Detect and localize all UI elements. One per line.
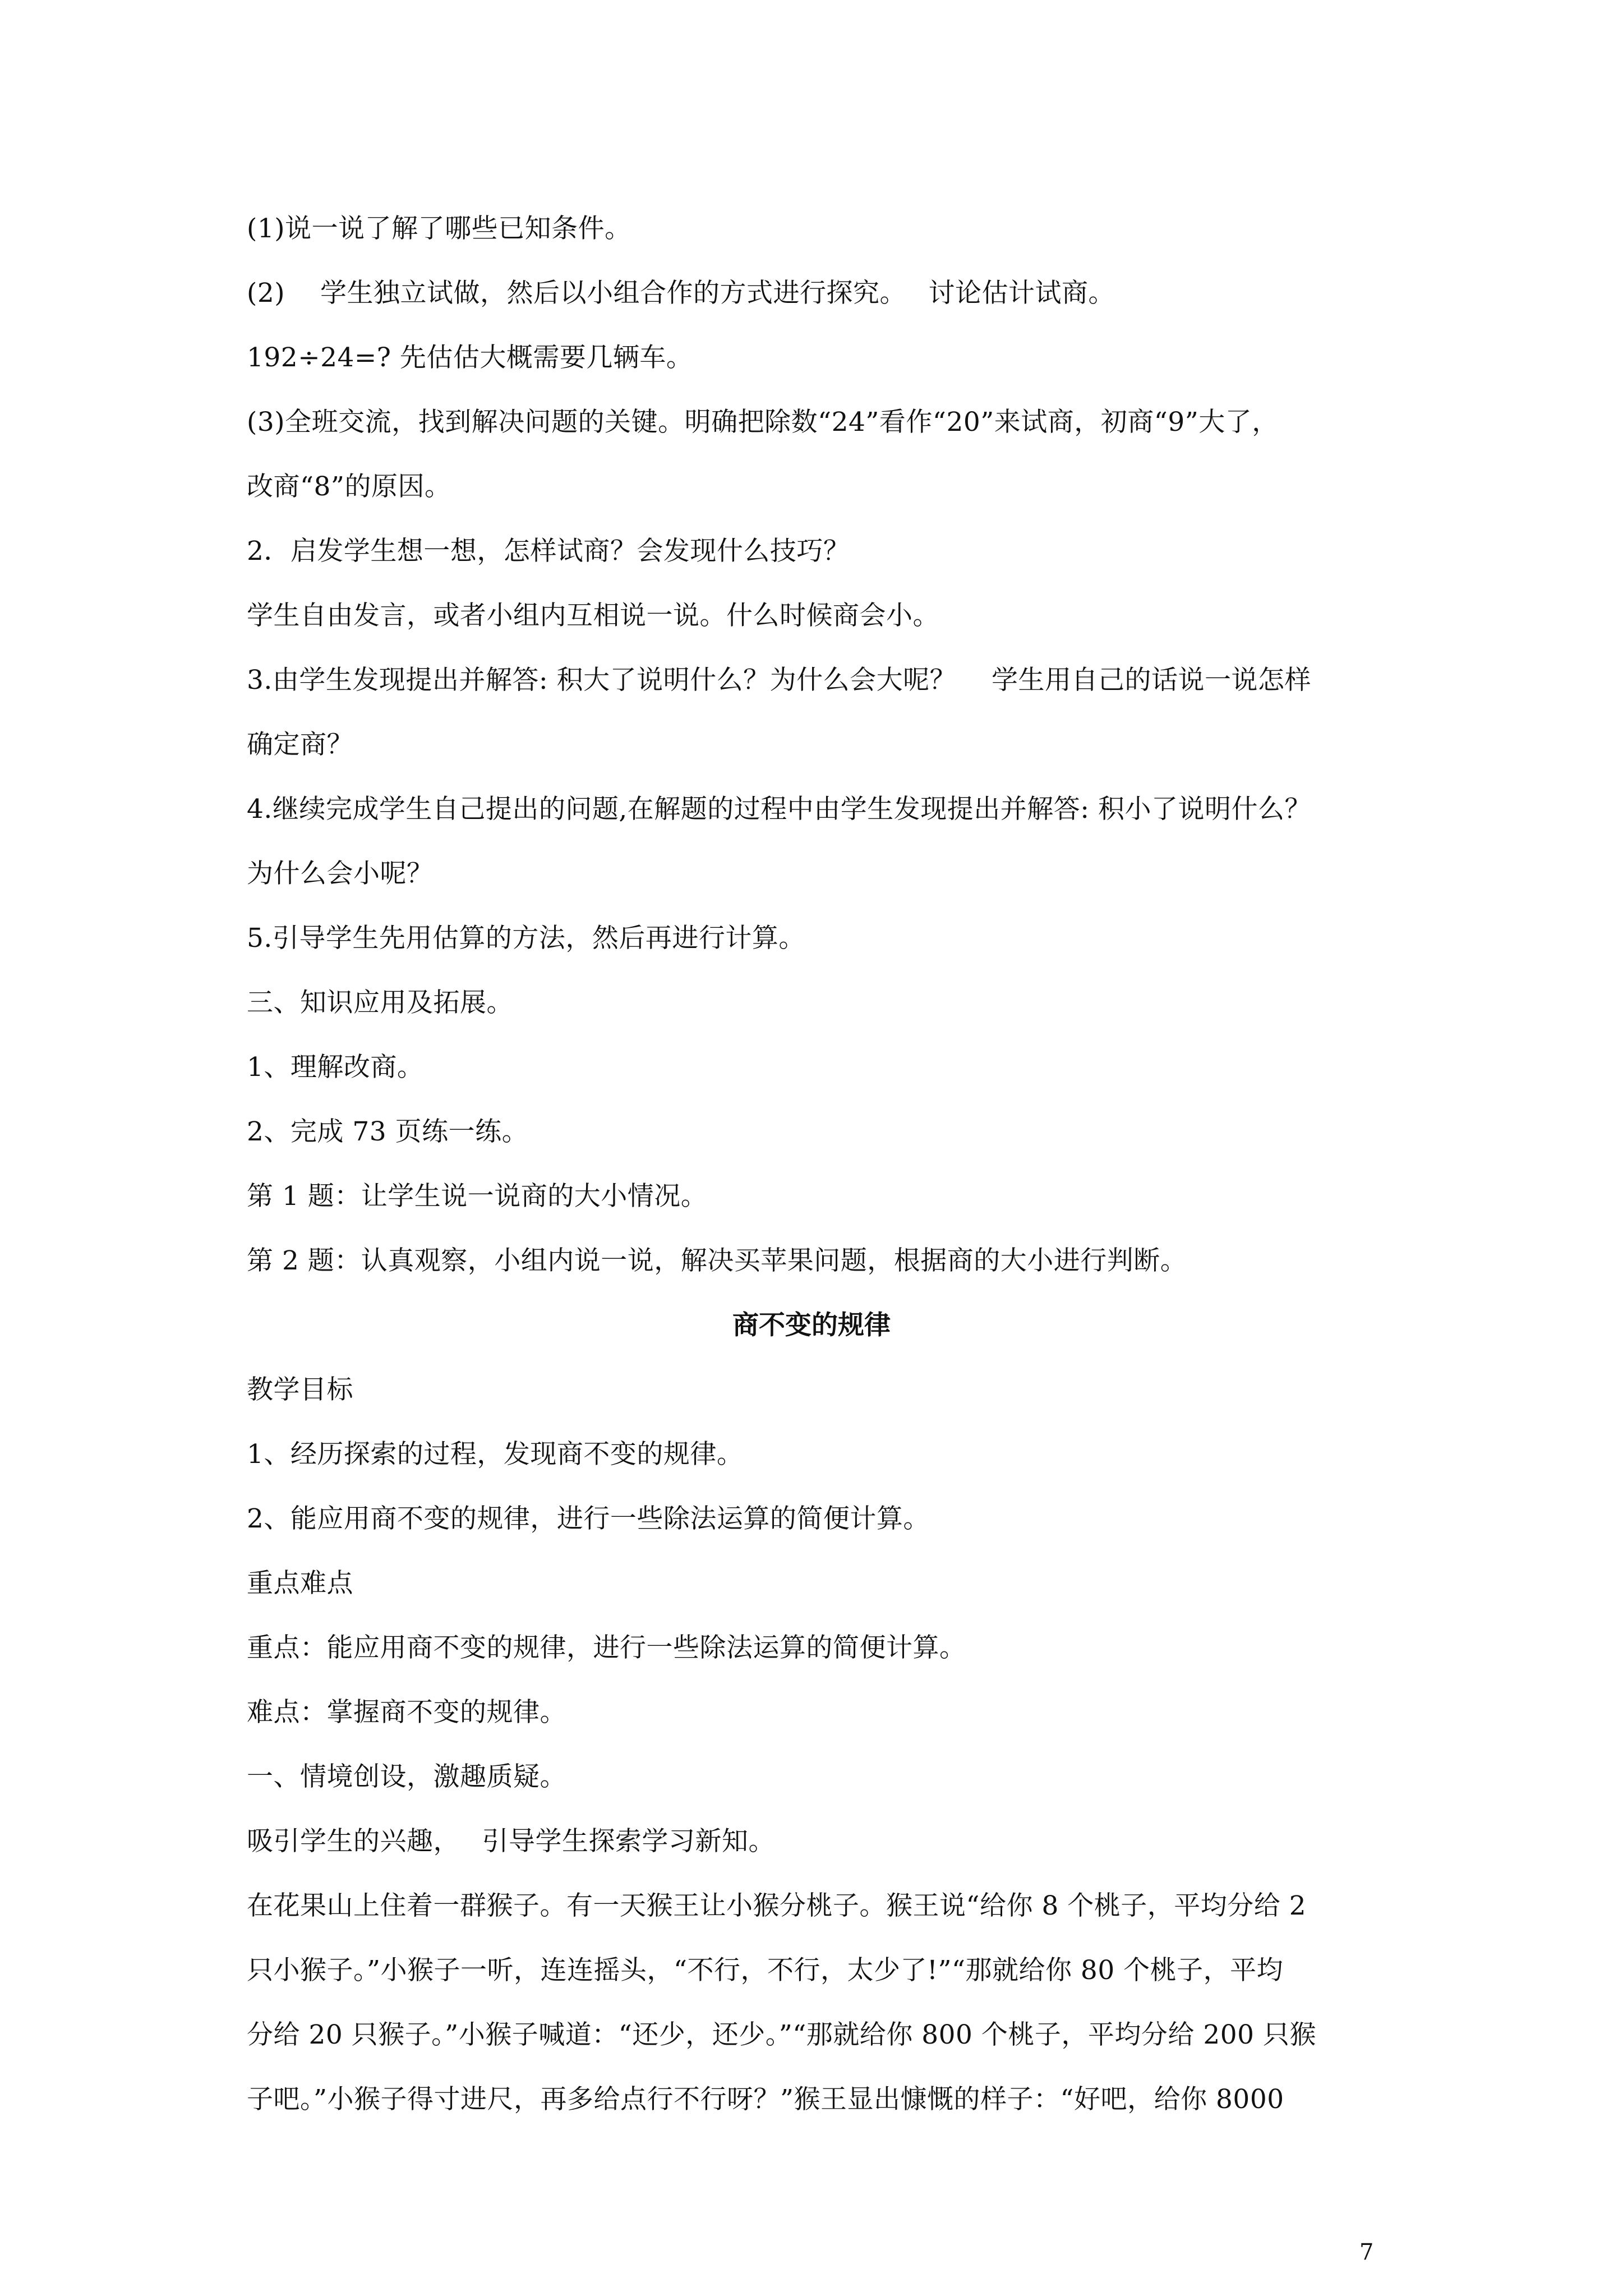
paragraph-line: 难点：掌握商不变的规律。	[247, 1697, 566, 1728]
paragraph-line: 192÷24=? 先估估大概需要几辆车。	[247, 342, 693, 373]
paragraph-line: 教学目标	[247, 1374, 353, 1405]
paragraph-line: 3.由学生发现提出并解答: 积大了说明什么？为什么会大呢？ 学生用自己的话说一说怎样	[247, 665, 1312, 696]
paragraph-line: 重点难点	[247, 1568, 353, 1599]
paragraph-line: 2、能应用商不变的规律，进行一些除法运算的简便计算。	[247, 1503, 930, 1534]
paragraph-line: 只小猴子。”小猴子一听，连连摇头，“不行，不行，太少了!”“那就给你 80 个桃子，平均	[247, 1955, 1284, 1986]
paragraph-line: 1、经历探索的过程，发现商不变的规律。	[247, 1439, 744, 1470]
page-number: 7	[1359, 2239, 1374, 2265]
paragraph-line: 重点：能应用商不变的规律，进行一些除法运算的简便计算。	[247, 1632, 966, 1663]
paragraph-line: 在花果山上住着一群猴子。有一天猴王让小猴分桃子。猴王说“给你 8 个桃子，平均分给 2	[247, 1890, 1307, 1921]
paragraph-line: 第 2 题：认真观察，小组内说一说，解决买苹果问题，根据商的大小进行判断。	[247, 1245, 1187, 1276]
paragraph-line: 改商“8”的原因。	[247, 471, 451, 502]
paragraph-line: 第 1 题：让学生说一说商的大小情况。	[247, 1181, 708, 1212]
paragraph-line: 子吧。”小猴子得寸进尺，再多给点行不行呀？”猴王显出慷慨的样子：“好吧，给你 8000	[247, 2084, 1284, 2115]
paragraph-line: (3)全班交流，找到解决问题的关键。明确把除数“24”看作“20”来试商，初商“9”大了，	[247, 407, 1279, 438]
paragraph-line: (1)说一说了解了哪些已知条件。	[247, 213, 631, 244]
paragraph-line: 学生自由发言，或者小组内互相说一说。什么时候商会小。	[247, 600, 939, 631]
paragraph-line: 吸引学生的兴趣， 引导学生探索学习新知。	[247, 1826, 775, 1857]
paragraph-line: 1、理解改商。	[247, 1052, 424, 1083]
paragraph-line: (2) 学生独立试做，然后以小组合作的方式进行探究。 讨论估计试商。	[247, 278, 1115, 309]
paragraph-line: 确定商？	[247, 729, 353, 760]
paragraph-line: 2．启发学生想一想，怎样试商？会发现什么技巧？	[247, 536, 850, 567]
paragraph-line: 4.继续完成学生自己提出的问题,在解题的过程中由学生发现提出并解答: 积小了说明什么？	[247, 794, 1312, 825]
paragraph-line: 5.引导学生先用估算的方法，然后再进行计算。	[247, 923, 805, 954]
section-title: 商不变的规律	[732, 1310, 891, 1341]
paragraph-line: 一、情境创设，激趣质疑。	[247, 1761, 566, 1792]
paragraph-line: 2、完成 73 页练一练。	[247, 1116, 529, 1147]
paragraph-line: 为什么会小呢？	[247, 858, 434, 889]
paragraph-line: 三、知识应用及拓展。	[247, 987, 513, 1018]
paragraph-line: 分给 20 只猴子。”小猴子喊道：“还少，还少。”“那就给你 800 个桃子，平均分给 200 只猴	[247, 2019, 1316, 2050]
